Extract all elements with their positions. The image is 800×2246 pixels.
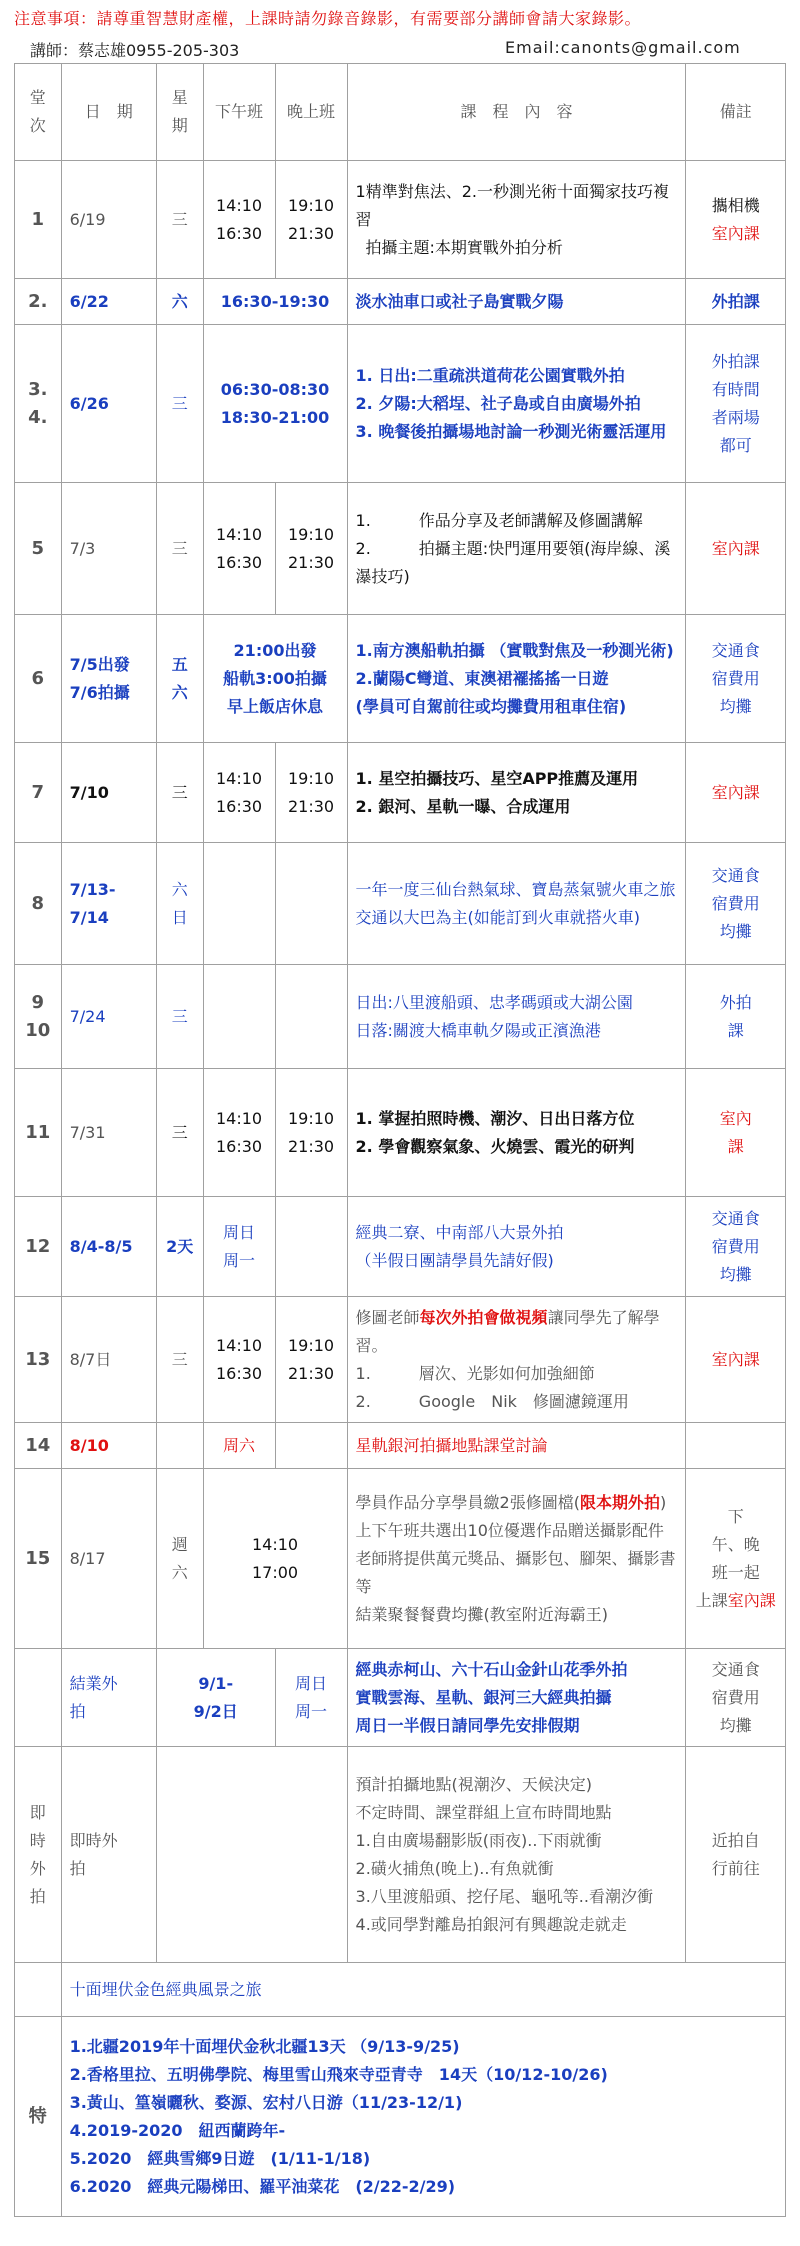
- row-weekday: 三: [156, 965, 203, 1069]
- table-row: [15, 1469, 786, 1649]
- table-row: [15, 325, 786, 483]
- row-time: [156, 1747, 347, 1963]
- table-row: [15, 965, 786, 1069]
- row-date: 7/10: [61, 743, 156, 843]
- row-weekday: 三: [156, 743, 203, 843]
- row-weekday: 六 日: [156, 843, 203, 965]
- row-content: 1. 星空拍攝技巧、星空APP推薦及運用 2. 銀河、星軌一曝、合成運用: [347, 743, 686, 843]
- row-content: 淡水油車口或社子島實戰夕陽: [347, 279, 686, 325]
- row-afternoon-time: 14:10 16:30: [203, 1069, 275, 1197]
- row-afternoon-time: [203, 843, 275, 965]
- row-no: 7: [15, 743, 62, 843]
- row-no: 12: [15, 1197, 62, 1297]
- row-evening-time: 19:10 21:30: [275, 1069, 347, 1197]
- row-afternoon-time: 14:10 16:30: [203, 1297, 275, 1423]
- row-weekday: 2天: [156, 1197, 203, 1297]
- row-afternoon-time: 14:10 16:30: [203, 161, 275, 279]
- row-time: 16:30-19:30: [203, 279, 347, 325]
- row-no: 1: [15, 161, 62, 279]
- table-row: [15, 743, 786, 843]
- header-afternoon: 下午班: [203, 64, 275, 161]
- row-evening-time: [275, 1197, 347, 1297]
- tour-title: 十面埋伏金色經典風景之旅: [61, 1963, 785, 2017]
- row-content: 一年一度三仙台熱氣球、寶島蒸氣號火車之旅 交通以大巴為主(如能訂到火車就搭火車): [347, 843, 686, 965]
- row-afternoon-time: 14:10 16:30: [203, 483, 275, 615]
- row-no: 3. 4.: [15, 325, 62, 483]
- contact-email: Email:canonts@gmail.com: [505, 38, 741, 57]
- list-item: 1.北疆2019年十面埋伏金秋北疆13天 （9/13-9/25): [69, 2036, 460, 2056]
- row-evening-time: 19:10 21:30: [275, 743, 347, 843]
- table-row: [15, 1297, 786, 1423]
- row-weekday: 週六: [156, 1469, 203, 1649]
- list-item: 2.香格里拉、五明佛學院、梅里雪山飛來寺亞青寺 14天（10/12-10/26): [69, 2064, 608, 2084]
- row-date: 8/7日: [61, 1297, 156, 1423]
- row-evening-time: 19:10 21:30: [275, 1297, 347, 1423]
- row-date: 即時外 拍: [61, 1747, 156, 1963]
- list-item: 6.2020 經典元陽梯田、羅平油菜花 (2/22-2/29): [69, 2176, 456, 2196]
- row-note: 外拍課 有時間 者兩場 都可: [686, 325, 786, 483]
- table-row: [15, 483, 786, 615]
- row-evening-time: [275, 843, 347, 965]
- row-no: 5: [15, 483, 62, 615]
- row-time: 周日 周一: [275, 1649, 347, 1747]
- special-tours-list: [61, 2017, 785, 2217]
- table-row: [15, 1747, 786, 1963]
- row-date: 7/31: [61, 1069, 156, 1197]
- row-no: 13: [15, 1297, 62, 1423]
- list-item: 3.黃山、篁嶺曬秋、婺源、宏村八日游（11/23-12/1): [69, 2092, 463, 2112]
- row-no: 6: [15, 615, 62, 743]
- row-time: 06:30-08:30 18:30-21:00: [203, 325, 347, 483]
- table-row: [15, 615, 786, 743]
- row-no: [15, 1649, 62, 1747]
- row-date: 7/5出發 7/6拍攝: [61, 615, 156, 743]
- row-weekday: 三: [156, 483, 203, 615]
- row-date: 8/17: [61, 1469, 156, 1649]
- row-note: 外拍 課: [686, 965, 786, 1069]
- row-afternoon-time: [203, 965, 275, 1069]
- row-weekday: 五 六: [156, 615, 203, 743]
- table-row: [15, 279, 786, 325]
- row-no: 即 時 外 拍: [15, 1747, 62, 1963]
- row-content: 1. 掌握拍照時機、潮汐、日出日落方位 2. 學會觀察氣象、火燒雲、霞光的研判: [347, 1069, 686, 1197]
- row-content: 經典赤柯山、六十石山金針山花季外拍 實戰雲海、星軌、銀河三大經典拍攝 周日一半假日請同學先安排假期: [347, 1649, 686, 1747]
- row-no: 14: [15, 1423, 62, 1469]
- row-date: 7/3: [61, 483, 156, 615]
- row-afternoon-time: 14:10 17:00: [203, 1469, 347, 1649]
- header-no: 堂次: [15, 64, 62, 161]
- teacher-contact: 講師：蔡志雄0955-205-303: [30, 41, 240, 60]
- row-note: 室內 課: [686, 1069, 786, 1197]
- row-note: 攜相機 室內課: [686, 161, 786, 279]
- row-note: 交通食 宿費用 均攤: [686, 1197, 786, 1297]
- row-date: 6/26: [61, 325, 156, 483]
- row-evening-time: [275, 965, 347, 1069]
- table-row: [15, 1069, 786, 1197]
- row-evening-time: 19:10 21:30: [275, 483, 347, 615]
- row-time: 周日 周一: [203, 1197, 275, 1297]
- row-content: 日出:八里渡船頭、忠孝碼頭或大湖公園 日落:關渡大橋車軌夕陽或正濱漁港: [347, 965, 686, 1069]
- row-date: 7/13- 7/14: [61, 843, 156, 965]
- row-content: 星軌銀河拍攝地點課堂討論: [347, 1423, 686, 1469]
- row-note: 交通食 宿費用 均攤: [686, 843, 786, 965]
- row-weekday: [156, 1423, 203, 1469]
- row-content: 1.南方澳船軌拍攝 （實戰對焦及一秒測光術) 2.蘭陽C彎道、東澳裙襬搖搖一日遊 (學員可自駕前往或均攤費用租車住宿): [347, 615, 686, 743]
- row-date: 6/19: [61, 161, 156, 279]
- row-note: 近拍自 行前往: [686, 1747, 786, 1963]
- special-label: 特: [15, 2017, 62, 2217]
- row-no: 15: [15, 1469, 62, 1649]
- header-content: 課 程 內 容: [347, 64, 686, 161]
- row-time: 周六: [203, 1423, 275, 1469]
- row-weekday: 三: [156, 161, 203, 279]
- table-row: [15, 843, 786, 965]
- row-content: 1. 作品分享及老師講解及修圖講解 2. 拍攝主題:快門運用要領(海岸線、溪瀑技巧): [347, 483, 686, 615]
- row-note: 外拍課: [686, 279, 786, 325]
- row-evening-time: 19:10 21:30: [275, 161, 347, 279]
- row-content: 修圖老師每次外拍會做視頻讓同學先了解學習。 1. 層次、光影如何加強細節 2. Google Nik 修圖濾鏡運用: [347, 1297, 686, 1423]
- row-note: 室內課: [686, 743, 786, 843]
- header-note: 備註: [686, 64, 786, 161]
- course-schedule-table: [14, 63, 786, 2217]
- row-weekday: 三: [156, 325, 203, 483]
- table-row: [15, 1649, 786, 1747]
- row-weekday: 六: [156, 279, 203, 325]
- row-no: 2.: [15, 279, 62, 325]
- row-afternoon-time: 14:10 16:30: [203, 743, 275, 843]
- copyright-notice: 注意事項：請尊重智慧財產權，上課時請勿錄音錄影，有需要部分講師會請大家錄影。: [14, 9, 642, 28]
- row-note: 室內課: [686, 483, 786, 615]
- header-date: 日 期: [61, 64, 156, 161]
- row-content: 預計拍攝地點(視潮汐、天候決定) 不定時間、課堂群組上宣布時間地點 1.自由廣場翻影版(雨夜)..下雨就衝 2.磺火捕魚(晚上)..有魚就衝 3.八里渡船頭、挖仔尾、龜吼等..看潮汐衝 4.或同學對離島拍銀河有興趣說走就走: [347, 1747, 686, 1963]
- list-item: 5.2020 經典雪鄉9日遊 (1/11-1/18): [69, 2148, 371, 2168]
- list-item: 4.2019-2020 紐西蘭跨年-: [69, 2120, 286, 2140]
- header-weekday: 星期: [156, 64, 203, 161]
- table-row: [15, 161, 786, 279]
- row-content: 1. 日出:二重疏洪道荷花公園實戰外拍 2. 夕陽:大稻埕、社子島或自由廣場外拍 3. 晚餐後拍攝場地討論一秒測光術靈活運用: [347, 325, 686, 483]
- table-row: [15, 1423, 786, 1469]
- row-evening-time: [275, 1423, 347, 1469]
- row-date: 6/22: [61, 279, 156, 325]
- row-date: 7/24: [61, 965, 156, 1069]
- table-header: [15, 64, 786, 161]
- row-time: 21:00出發 船軌3:00拍攝 早上飯店休息: [203, 615, 347, 743]
- row-weekday: 三: [156, 1297, 203, 1423]
- table-row: [15, 1197, 786, 1297]
- row-note: 下 午、晚 班一起 上課室內課: [686, 1469, 786, 1649]
- row-date: 8/10: [61, 1423, 156, 1469]
- row-date: 8/4-8/5: [61, 1197, 156, 1297]
- tour-title-row: [15, 1963, 786, 2017]
- row-content: 經典二寮、中南部八大景外拍 （半假日團請學員先請好假): [347, 1197, 686, 1297]
- row-no: 11: [15, 1069, 62, 1197]
- row-note: 室內課: [686, 1297, 786, 1423]
- row-no: [15, 1963, 62, 2017]
- row-note: [686, 1423, 786, 1469]
- row-date: 結業外 拍: [61, 1649, 156, 1747]
- row-no: 8: [15, 843, 62, 965]
- row-note: 交通食 宿費用 均攤: [686, 615, 786, 743]
- row-content: 學員作品分享學員繳2張修圖檔(限本期外拍) 上下午班共選出10位優選作品贈送攝影配件 老師將提供萬元獎品、攝影包、腳架、攝影書等 結業聚餐餐費均攤(教室附近海霸王): [347, 1469, 686, 1649]
- header-evening: 晚上班: [275, 64, 347, 161]
- row-weekday: 三: [156, 1069, 203, 1197]
- row-content: 1精準對焦法、2.一秒測光術十面獨家技巧複習 拍攝主題:本期實戰外拍分析: [347, 161, 686, 279]
- row-no: 9 10: [15, 965, 62, 1069]
- special-tours-row: [15, 2017, 786, 2217]
- row-note: 交通食 宿費用 均攤: [686, 1649, 786, 1747]
- row-weekday: 9/1- 9/2日: [156, 1649, 275, 1747]
